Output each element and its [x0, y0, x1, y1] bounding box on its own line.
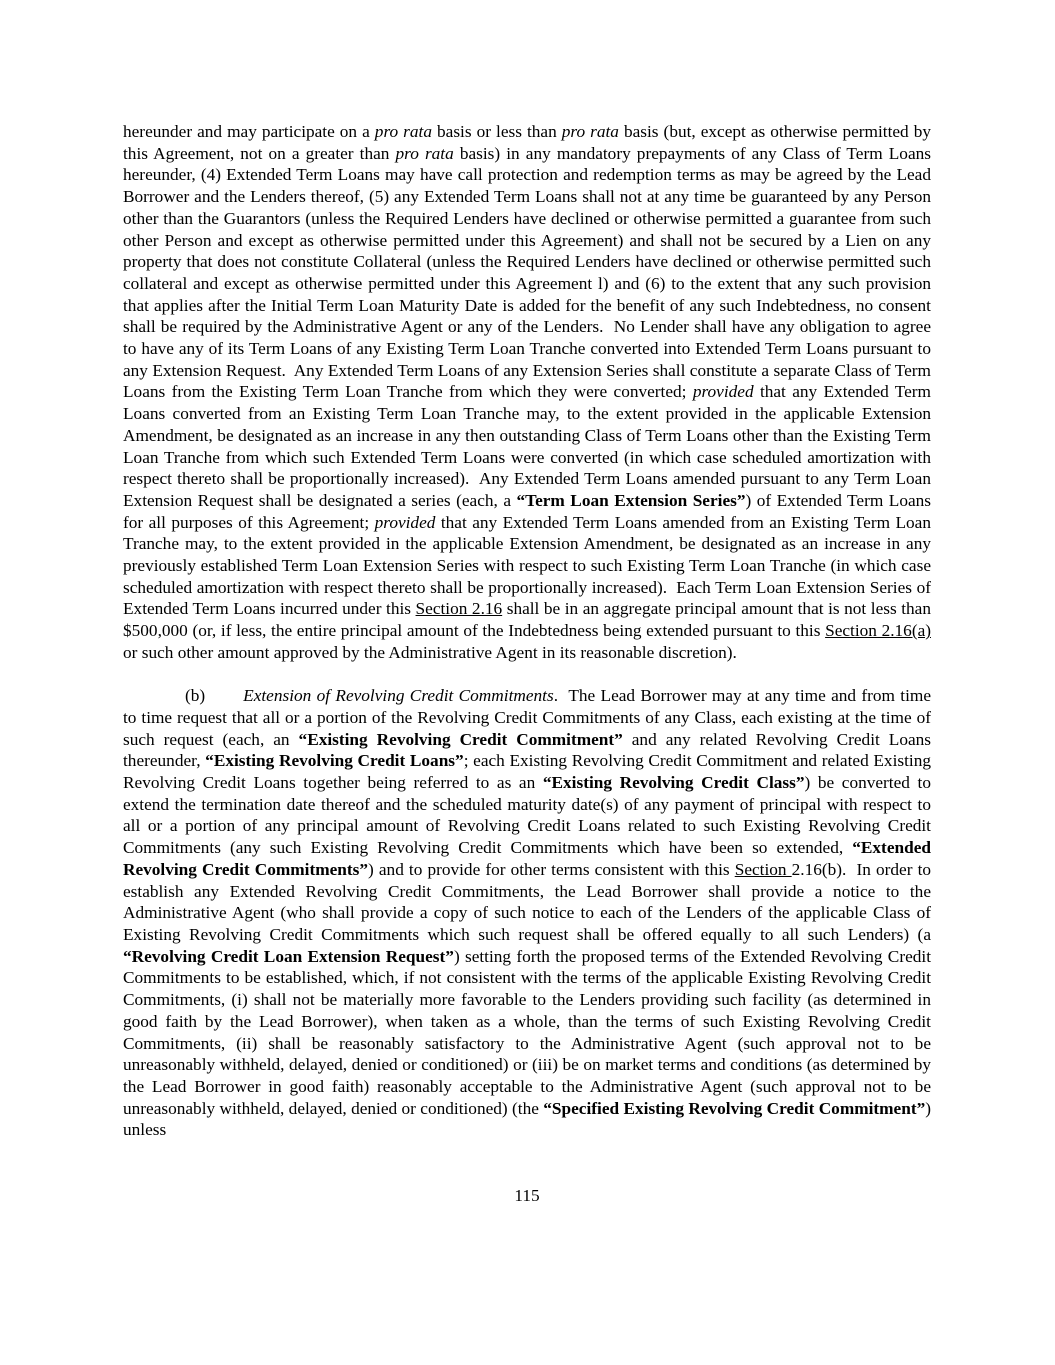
text-run: . The Lead Borrower may at any time and from time to time request that all or a portion of the Revolving Credit Commitments of any Class, each existing at the time of such request (each, an [123, 686, 936, 749]
paragraph-b [123, 685, 936, 1141]
text-run: basis or less than [432, 122, 562, 141]
paragraph-label: (b) [185, 686, 206, 706]
text-run: that any Extended Term Loans converted from an Existing Term Loan Tranche may, to the extent provided in the applicable Extension Amendment, be designated as an increase in any then outstanding Class of Term Loans other than the Existing Term Loan Tranche from which such Extended Term Loans were converted (in which case scheduled amortization with respect thereto shall be proportionally increased). Any Extended Term Loans amended pursuant to any Term Loan Extension Request shall be designated a series (each, a [123, 382, 936, 510]
text-run: ) and to provide for other terms consistent with this [368, 859, 735, 879]
text-run: pro rata [561, 122, 619, 141]
text-run: “Extended Revolving Credit Commitments” [123, 838, 936, 879]
text-run: ) setting forth the proposed terms of the Extended Revolving Credit Commitments to be established, which, if not consistent with the terms of the applicable Existing Revolving Credit Commitments, (i) shall not be materially more favorable to the Lenders providing such facility (as determined in good faith by the Lead Borrower), when taken as a whole, than the terms of such Existing Revolving Credit Commitments, (ii) shall be reasonably satisfactory to the Administrative Agent (such approval not to be unreasonably withheld, delayed, denied or conditioned) or (iii) be on market terms and conditions (as determined by the Lead Borrower in good faith) reasonably acceptable to the Administrative Agent (such approval not to be unreasonably withheld, delayed, denied or conditioned) (the [123, 946, 936, 1118]
text-run: Section 2.16 [415, 599, 503, 619]
text-run: pro rata [374, 122, 432, 141]
text-run: Extension of Revolving Credit Commitments [243, 686, 554, 706]
text-run: ) of Extended Term Loans for all purposes of this Agreement; [123, 490, 936, 532]
page-footer [123, 1185, 931, 1207]
paragraph-continuation [123, 121, 936, 664]
page-number: 115 [514, 1186, 540, 1206]
text-run: “Specified Existing Revolving Credit Commitment” [543, 1098, 926, 1118]
text-run: shall be in an aggregate principal amount that is not less than $500,000 (or, if less, the entire principal amount of the Indebtedness being extended pursuant to this [123, 599, 936, 641]
text-run: or such other amount approved by the Administrative Agent in its reasonable discretion). [123, 621, 936, 662]
text-run: provided [374, 512, 436, 532]
text-run: that any Extended Term Loans amended from an Existing Term Loan Tranche may, to the extent provided in the applicable Extension Amendment, be designated as an increase in any previously established Term Loan Extension Series with respect to such Existing Term Loan Tranche (in which case scheduled amortization with respect thereto shall be proportionally increased). Each Term Loan Extension Series of Extended Term Loans incurred under this [123, 512, 936, 619]
page-body [123, 121, 936, 1141]
text-run: hereunder and may participate on a [123, 122, 375, 141]
text-run: “Revolving Credit Loan Extension Request” [123, 946, 454, 966]
text-run: basis (but, except as otherwise permitted by this Agreement, not on a greater than [123, 122, 936, 163]
text-run: basis) in any mandatory prepayments of any Class of Term Loans hereunder, (4) Extended Term Loans may have call protection and redemption terms as may be agreed by the Lead Borrower and the Lenders thereof, (5) any Extended Term Loans shall not at any time be guaranteed by any Person other than the Guarantors (unless the Required Lenders have declined or otherwise permitted a guarantee from such other Person and except as otherwise permitted under this Agreement) and shall not be secured by a Lien on any property that does not constitute Collateral (unless the Required Lenders have declined or otherwise permitted such collateral and except as otherwise permitted under this Agreement l) and (6) to the extent that any such provision that applies after the Initial Term Loan Maturity Date is added for the benefit of any such Indebtedness, no consent shall be required by the Administrative Agent or any of the Lenders. No Lender shall have any obligation to agree to have any of its Term Loans of any Existing Term Loan Tranche converted into Extended Term Loans pursuant to any Extension Request. Any Extended Term Loans of any Extension Series shall constitute a separate Class of Term Loans from the Existing Term Loan Tranche from which they were converted; [123, 143, 936, 402]
text-run: 2.16(b). In order to establish any Extended Revolving Credit Commitments, the Lead Borrower shall provide a notice to the Administrative Agent (who shall provide a copy of such notice to each of the Lenders of the applicable Class of Existing Revolving Credit Commitments which such request shall be offered equally to all such Lenders) (a [123, 859, 936, 944]
text-run: ; each Existing Revolving Credit Commitment and related Existing Revolving Credit Loans together being referred to as an [123, 751, 936, 793]
text-run: “Existing Revolving Credit Loans” [205, 751, 464, 771]
text-run: “Existing Revolving Credit Commitment” [298, 729, 623, 749]
text-run: ) be converted to extend the termination date thereof and the scheduled maturity date(s) of any payment of principal with respect to all or a portion of any principal amount of Revolving Credit Loans related to such Existing Revolving Credit Commitments (any such Existing Revolving Credit Commitments which have been so extended, [123, 773, 936, 858]
text-run: and any related Revolving Credit Loans thereunder, [123, 729, 936, 771]
text-run: pro rata [395, 143, 454, 163]
text-run: “Existing Revolving Credit Class” [542, 773, 805, 793]
text-run: Section [734, 859, 792, 879]
text-run: Section 2.16(a) [825, 621, 931, 641]
text-run: “Term Loan Extension Series” [516, 490, 746, 510]
text-run: ) unless [123, 1098, 936, 1140]
text-run: provided [692, 382, 754, 402]
